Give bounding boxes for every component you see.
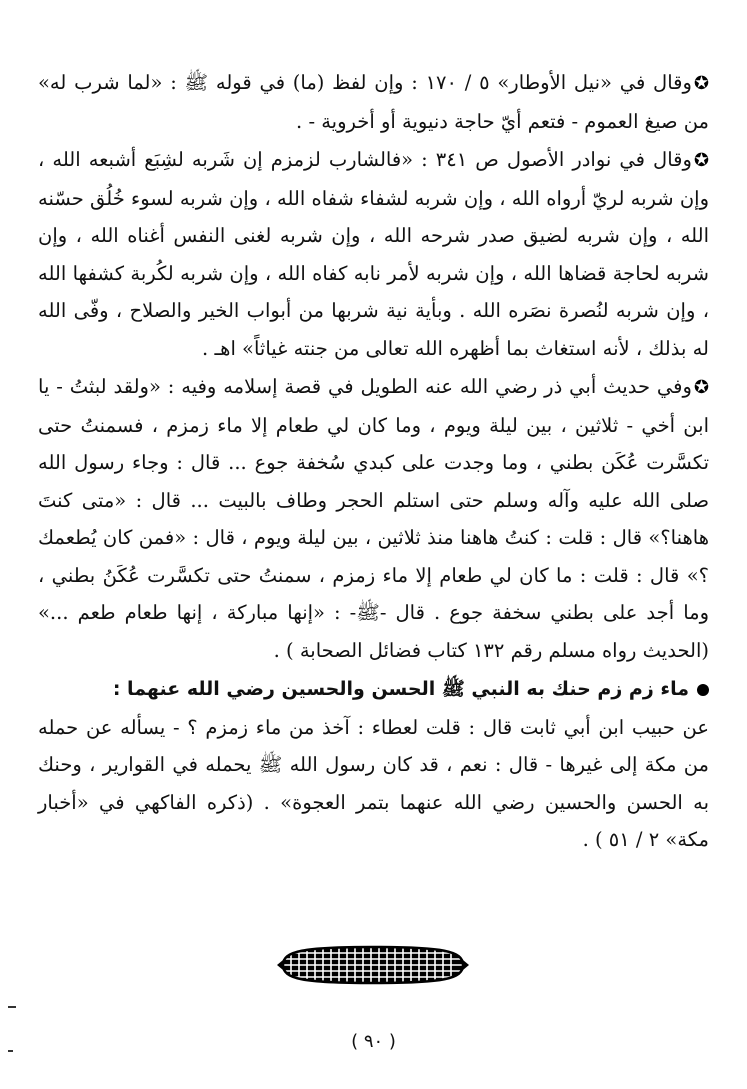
star-marker-icon: ✪: [693, 73, 709, 94]
paragraph-habib-ibn-abi-thabit: [38, 709, 709, 859]
section-heading: [38, 671, 709, 709]
paragraph-nayl-al-awtar: [38, 64, 709, 140]
bullet-icon: [697, 684, 709, 696]
star-marker-icon: ✪: [693, 150, 709, 171]
body-text: [38, 64, 709, 859]
scan-edge-mark: [8, 1050, 13, 1052]
page-number: ( ٩٠ ): [351, 1031, 396, 1052]
star-marker-icon: ✪: [693, 377, 709, 398]
paragraph-text: وفي حديث أبي ذر رضي الله عنه الطويل في قصة إسلامه وفيه : «ولقد لبثتُ - يا ابن أخي - ثلاثين ، بين ليلة ويوم ، وما كان لي طعام إلا ماء زمزم ، فسمنتُ حتى تكسَّرت عُكَن بطني ، وما وجدت على كبدي سُخفة جوع ... قال : وجاء رسول الله صلى الله عليه وآله وسلم حتى استلم الحجر وطاف بالبيت ... قال : «متى كنتَ هاهنا؟» قال : قلت : كنتُ هاهنا منذ ثلاثين ، بين ليلة ويوم ، قال : «فمن كان يُطعمك ؟» قال : قلت : ما كان لي طعام إلا ماء زمزم ، سمنتُ حتى تكسَّرت عُكَنُ بطني ، وما أجد على بطني سخفة جوع . قال -ﷺ- : «إنها مباركة ، إنها طعام طعم ...» (الحديث رواه مسلم رقم ١٣٢ كتاب فضائل الصحابة ) .: [38, 375, 709, 662]
paragraph-text: عن حبيب ابن أبي ثابت قال : قلت لعطاء : آخذ من ماء زمزم ؟ - يسأله عن حمله من مكة إلى غيرها - قال : نعم ، قد كان رسول الله ﷺ يحمله في القوارير ، وحنك به الحسن والحسين رضي الله عنهما بتمر العجوة» . (ذكره الفاكهي في «أخبار مكة» ٢ / ٥١ ) .: [38, 715, 709, 851]
paragraph-abu-dharr-hadith: [38, 368, 709, 669]
section-heading-text: ماء زم زم حنك به النبي ﷺ الحسن والحسين رضي الله عنهما :: [112, 678, 689, 700]
paragraph-text: وقال في نوادر الأصول ص ٣٤١ : «فالشارب لزمزم إن شَربه لشِبَع أشبعه الله ، وإن شربه لريّ أرواه الله ، وإن شربه لشفاء شفاه الله ، وإن شربه لسوء خُلُق حسّنه الله ، وإن شربه لضيق صدر شرحه الله ، وإن شربه لغنى النفس أغناه الله ، وإن شربه لحاجة قضاها الله ، وإن شربه لأمر نابه كفاه الله ، وإن شربه لكُربة كشفها الله ، وإن شربه لنُصرة نصَره الله . وبأية نية شربها من أبواب الخير والصلاح ، وفّى الله له بذلك ، لأنه استغاث بما أظهره الله تعالى من جنته غياثاً» اهـ .: [38, 148, 709, 360]
scan-edge-mark: [8, 1006, 16, 1008]
paragraph-text: وقال في «نيل الأوطار» ٥ / ١٧٠ : وإن لفظ (ما) في قوله ﷺ : «لما شرب له» من صيغ العموم - فتعم أيّ حاجة دنيوية أو أخروية - .: [38, 71, 709, 133]
decorative-ornament-icon: [273, 943, 473, 987]
paragraph-nawadir-al-usul: [38, 141, 709, 367]
